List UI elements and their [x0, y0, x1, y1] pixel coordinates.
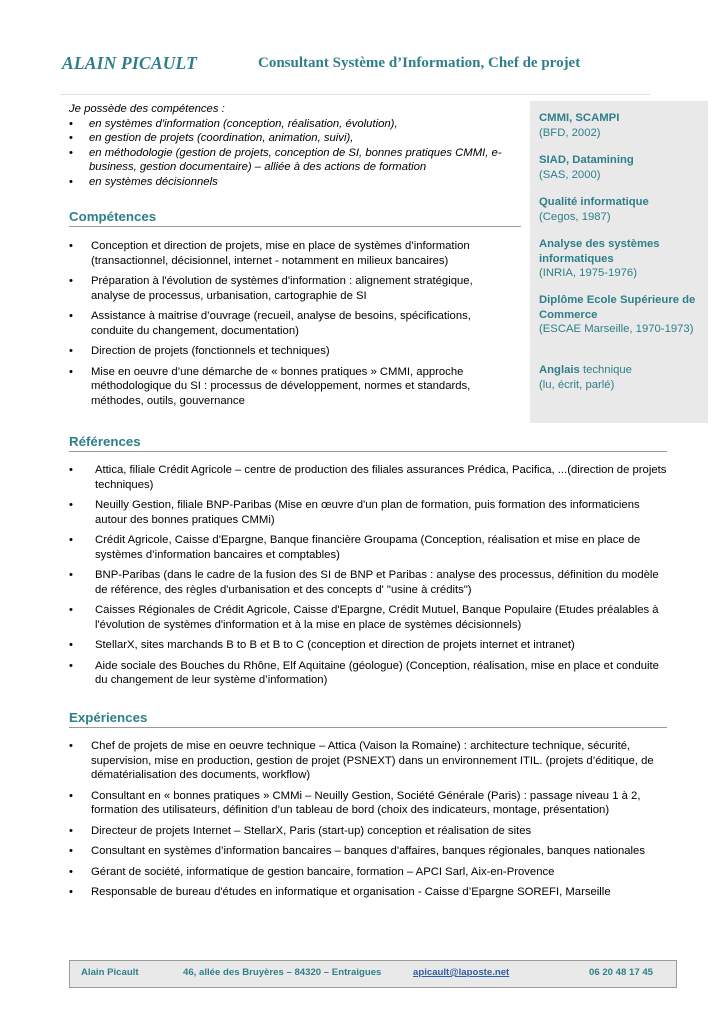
list-item: • Aide sociale des Bouches du Rhône, Elf Aquitaine (géologue) (Conception, réalisation, mise en place et conduite du changement de leur système d’information) — [69, 659, 659, 686]
training-entry: Analyse des systèmes informatiques (INRIA, 1975-1976) — [539, 238, 660, 279]
list-item: • BNP-Paribas (dans le cadre de la fusion des SI de BNP et Paribas : analyse des processus, définition du modèle de référence, des règles d'urbanisation et des concepts d' "usine à crédits") — [69, 569, 659, 596]
list-item: • Gérant de société, informatique de gestion bancaire, formation – APCI Sarl, Aix-en-Provence — [69, 865, 555, 878]
intro-block — [69, 102, 529, 189]
training-entry: Anglais technique (lu, écrit, parlé) — [539, 364, 632, 391]
bullet-icon: • — [69, 499, 73, 511]
list-item: • Conception et direction de projets, mise en place de systèmes d’information (transactionnel, décisionnel, internet - notamment en milieux bancaires) — [69, 240, 470, 267]
references-list — [69, 463, 669, 694]
bullet-icon: • — [69, 740, 73, 752]
footer-address: 46, allée des Bruyères – 84320 – Entraigues — [183, 967, 382, 978]
list-item: • Attica, filiale Crédit Agricole – centre de production des filiales assurances Prédica, Pacifica, ...(direction de projets techniques) — [69, 464, 667, 491]
training-entry: Diplôme Ecole Supérieure de Commerce (ESCAE Marseille, 1970-1973) — [539, 294, 696, 335]
bullet-icon: • — [69, 789, 73, 802]
intro-lead: Je possède des compétences : — [69, 103, 225, 115]
section-divider — [69, 727, 667, 728]
list-item: • Préparation à l'évolution de systèmes d'information : alignement stratégique, analyse de processus, urbanisation, cartographie de SI — [69, 275, 473, 302]
bullet-icon: • — [69, 865, 73, 878]
bullet-icon: • — [69, 275, 73, 287]
bullet-icon: • — [69, 604, 73, 616]
section-divider — [69, 451, 667, 452]
list-item: • Responsable de bureau d'études en informatique et organisation - Caisse d’Epargne SOREFI, Marseille — [69, 886, 611, 898]
intro-item: • en systèmes d'information (conception, réalisation, évolution), — [69, 117, 398, 130]
training-sidebar — [530, 101, 708, 423]
list-item: • Neuilly Gestion, filiale BNP-Paribas (Mise en œuvre d'un plan de formation, puis formation des informaticiens autour des bonnes pratiques CMMi) — [69, 499, 640, 526]
list-item: • Consultant en « bonnes pratiques » CMMi – Neuilly Gestion, Société Générale (Paris) : passage niveau 1 à 2, formation des utilisateurs, définition d’un tableau de bord (choix des indicateurs, montage, présentation) — [69, 789, 641, 816]
bullet-icon: • — [69, 365, 73, 378]
list-item: • Direction de projets (fonctionnels et techniques) — [69, 345, 330, 357]
bullet-icon: • — [69, 464, 73, 476]
list-item: • Crédit Agricole, Caisse d'Epargne, Banque financière Groupama (Conception, réalisation et mise en place de systèmes d’information bancaires et comptables) — [69, 534, 641, 561]
bullet-icon: • — [69, 845, 73, 857]
list-item: • Caisses Régionales de Crédit Agricole, Caisse d'Epargne, Crédit Mutuel, Banque Populaire (Etudes préalables à l'évolution de systèmes d'information et à la mise en place de systèmes décisionnels) — [69, 604, 659, 631]
list-item: • StellarX, sites marchands B to B et B to C (conception et direction de projets internet et intranet) — [69, 639, 575, 651]
bullet-icon: • — [69, 310, 73, 322]
bullet-icon: • — [69, 240, 73, 252]
job-title: Consultant Système d’Information, Chef de projet — [258, 55, 581, 71]
list-item: • Consultant en systèmes d’information bancaires – banques d'affaires, banques régionales, banques nationales — [69, 845, 645, 857]
list-item: • Chef de projets de mise en oeuvre technique – Attica (Vaison la Romaine) : architecture technique, sécurité, supervision, mise en production, gestion de projet (PSNEXT) dans un environnement ITIL. (projets d’éditique, de dématérialisation des documents, workflow) — [69, 740, 654, 781]
list-item: • Assistance à maitrise d’ouvrage (recueil, analyse de besoins, spécifications, conduite du changement, documentation) — [69, 310, 471, 337]
header-divider — [60, 94, 650, 95]
bullet-icon: • — [69, 117, 73, 130]
bullet-icon: • — [69, 824, 73, 837]
section-title-experiences: Expériences — [69, 710, 148, 725]
bullet-icon: • — [69, 534, 73, 546]
contact-footer — [69, 960, 677, 988]
candidate-name: ALAIN PICAULT — [62, 53, 198, 73]
bullet-icon: • — [69, 146, 73, 159]
footer-name: Alain Picault — [81, 967, 139, 978]
bullet-icon: • — [69, 345, 73, 357]
training-entry: Qualité informatique (Cegos, 1987) — [539, 196, 649, 223]
section-title-references: Références — [69, 434, 141, 449]
training-entry: SIAD, Datamining (SAS, 2000) — [539, 154, 634, 181]
competences-list — [69, 239, 501, 414]
intro-item: • en méthodologie (gestion de projets, conception de SI, bonnes pratiques CMMI, e-business, gestion documentaire) – alliée à des actions de formation — [69, 146, 502, 173]
bullet-icon: • — [69, 659, 73, 672]
intro-item: • en systèmes décisionnels — [69, 175, 218, 188]
bullet-icon: • — [69, 132, 73, 144]
training-entry: CMMI, SCAMPI (BFD, 2002) — [539, 112, 620, 139]
footer-email-link[interactable]: apicault@laposte.net — [413, 967, 510, 978]
experiences-list — [69, 739, 671, 906]
bullet-icon: • — [69, 639, 73, 651]
intro-item: • en gestion de projets (coordination, animation, suivi), — [69, 132, 354, 144]
bullet-icon: • — [69, 175, 73, 188]
section-title-competences: Compétences — [69, 209, 157, 224]
list-item: • Directeur de projets Internet – StellarX, Paris (start-up) conception et réalisation de sites — [69, 824, 532, 837]
section-divider — [69, 226, 521, 227]
footer-phone: 06 20 48 17 45 — [589, 967, 654, 978]
bullet-icon: • — [69, 569, 73, 581]
list-item: • Mise en oeuvre d’une démarche de « bonnes pratiques » CMMI, approche méthodologique du SI : processus de développement, normes et standards, méthodes, outils, gouvernance — [69, 365, 471, 407]
bullet-icon: • — [69, 886, 73, 898]
